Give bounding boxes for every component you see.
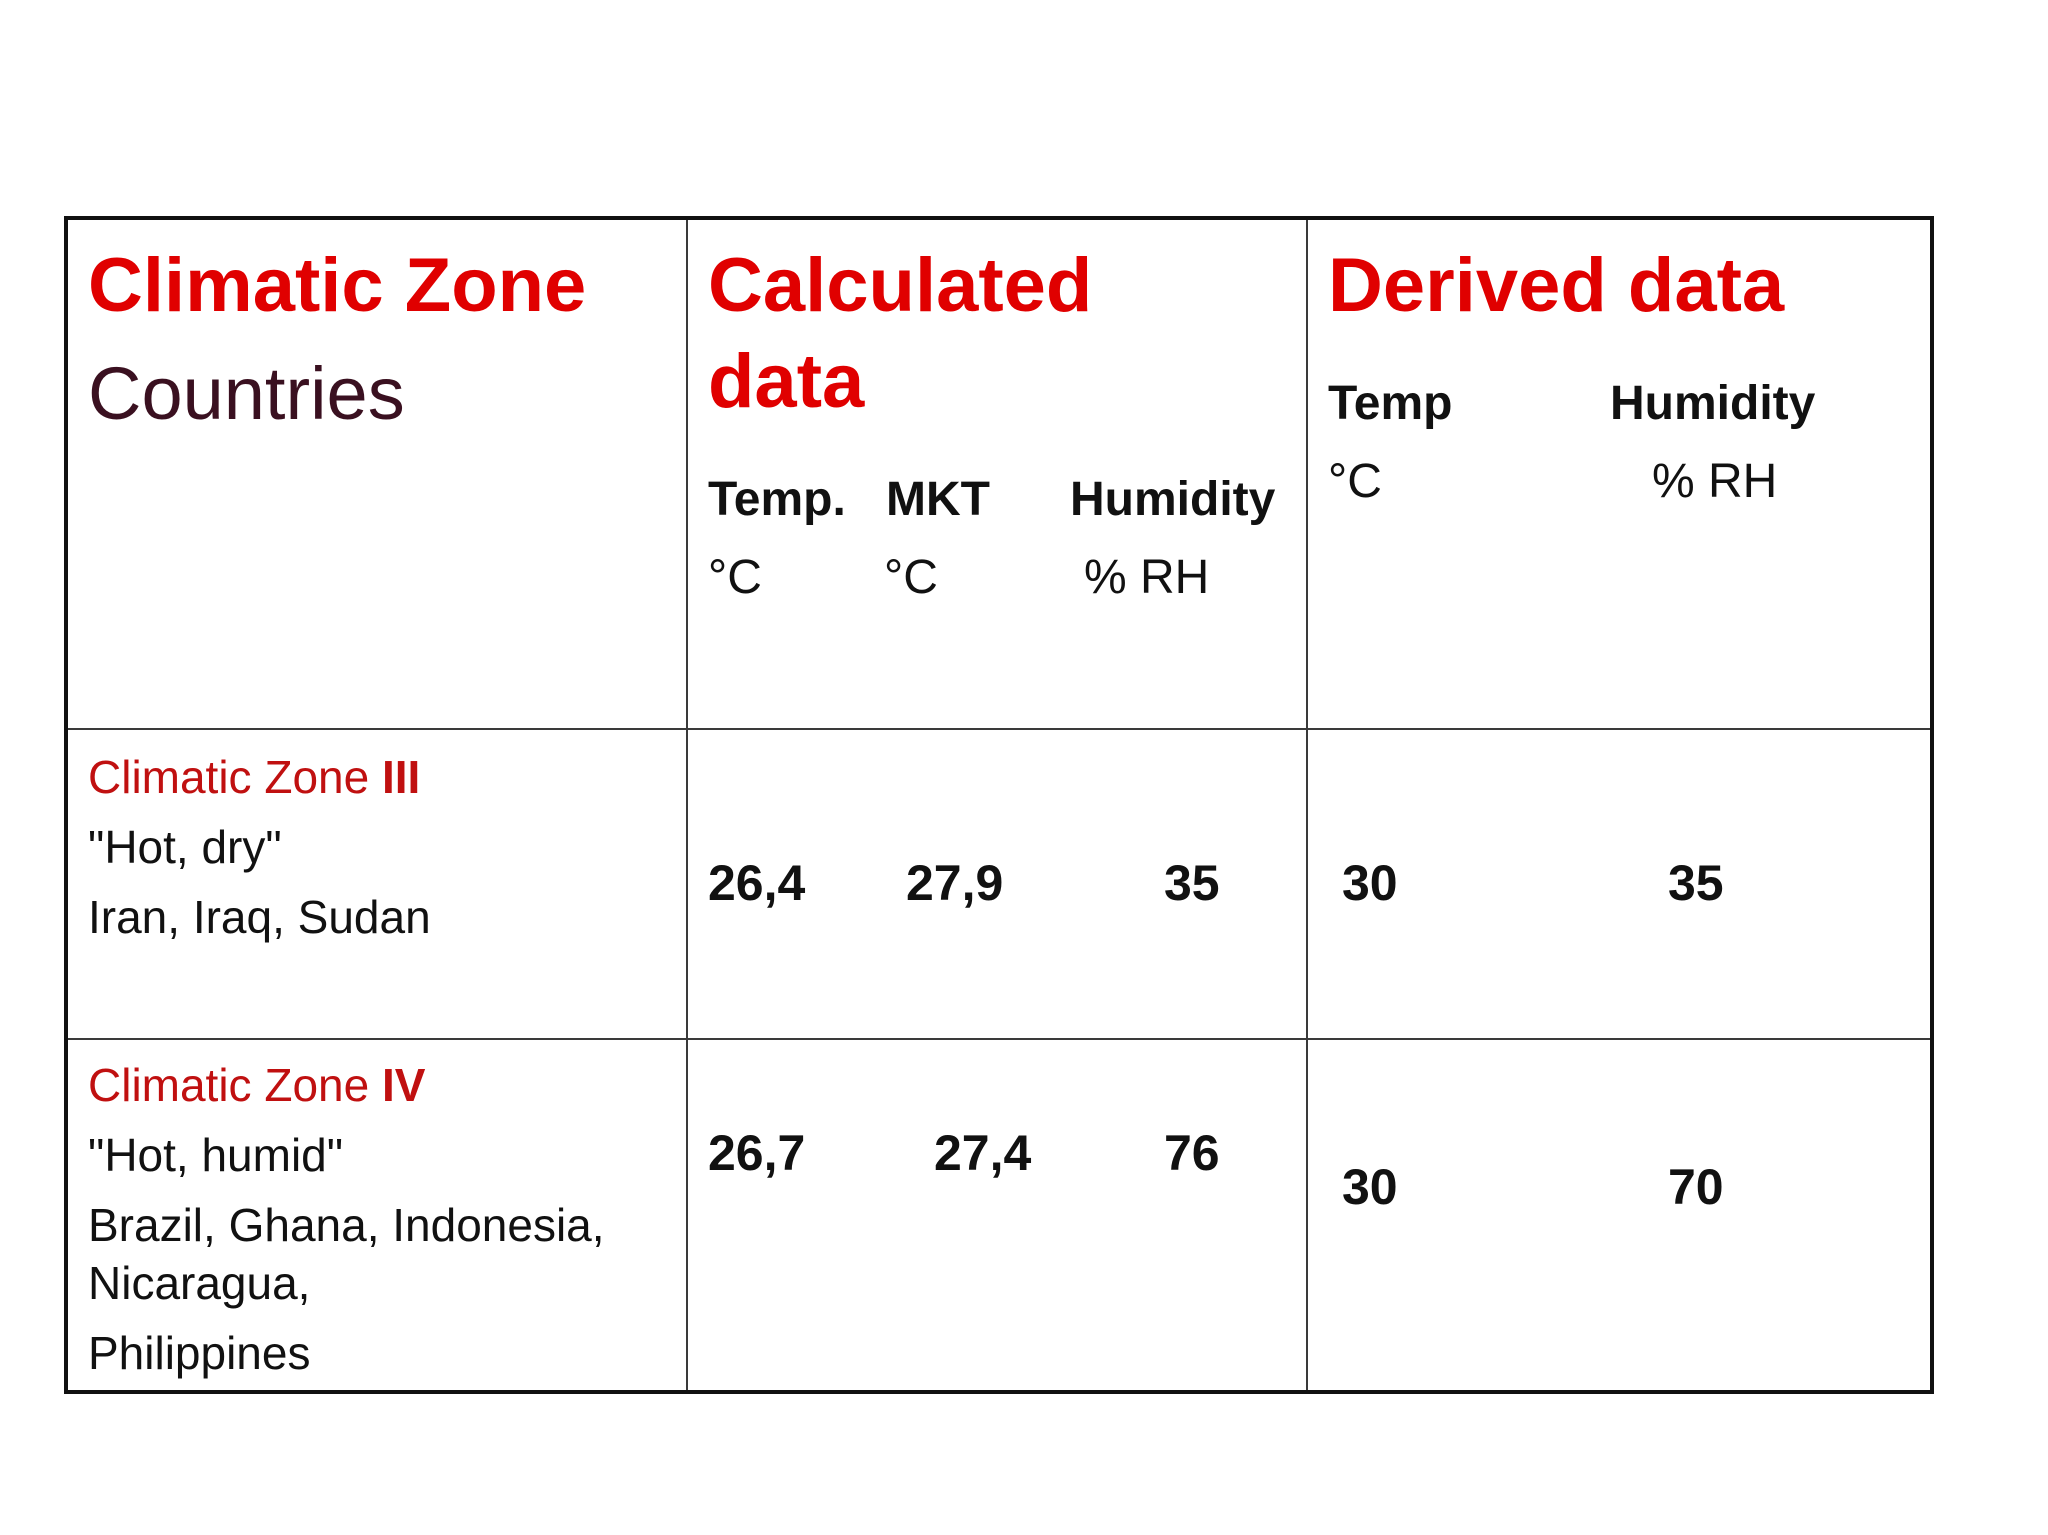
calc-temp-value: 26,7 <box>708 1125 806 1181</box>
calc-col-humidity-label: Humidity <box>1070 473 1276 526</box>
header-calculated-title-line1: Calculated <box>708 243 1093 328</box>
derived-humidity-value: 35 <box>1668 855 1724 911</box>
table-row <box>67 1039 1931 1391</box>
zone-cell <box>67 729 687 1039</box>
zone-cell <box>67 1039 687 1391</box>
derived-values-cell <box>1307 729 1931 1039</box>
zone-label <box>88 1058 425 1112</box>
header-climatic-zone-title: Climatic Zone <box>88 243 587 328</box>
header-calculated-title-line2: data <box>708 339 865 424</box>
zone-countries-line-3: Philippines <box>88 1327 311 1379</box>
zone-countries-line-1: Brazil, Ghana, Indonesia, <box>88 1199 605 1251</box>
calc-col-temp-unit: °C <box>708 551 762 604</box>
derived-col-temp-unit: °C <box>1328 455 1382 508</box>
zone-description: "Hot, dry" <box>88 821 282 873</box>
derived-col-humidity-unit: % RH <box>1652 455 1778 508</box>
derived-col-temp-label: Temp <box>1328 377 1453 430</box>
calc-col-temp-label: Temp. <box>708 473 846 526</box>
zone-numeral: III <box>381 751 421 803</box>
calc-col-humidity-unit: % RH <box>1084 551 1210 604</box>
table-header-row <box>67 219 1931 729</box>
zone-numeral: IV <box>381 1059 426 1111</box>
calc-mkt-value: 27,4 <box>934 1125 1032 1181</box>
zone-countries-line-2: Nicaragua, <box>88 1257 311 1309</box>
header-derived-title: Derived data <box>1328 243 1785 328</box>
derived-temp-value: 30 <box>1342 855 1398 911</box>
calculated-values-cell <box>687 1039 1307 1391</box>
derived-values-cell <box>1307 1039 1931 1391</box>
calc-humidity-value: 35 <box>1164 855 1220 911</box>
zone-label-prefix: Climatic Zone <box>88 1059 382 1111</box>
header-cell-calculated-data <box>687 219 1307 729</box>
table-row <box>67 729 1931 1039</box>
header-cell-derived-data <box>1307 219 1931 729</box>
header-countries-subtitle: Countries <box>88 352 405 435</box>
calc-temp-value: 26,4 <box>708 855 806 911</box>
zone-label-prefix: Climatic Zone <box>88 751 382 803</box>
calc-col-mkt-unit: °C <box>884 551 938 604</box>
calc-mkt-value: 27,9 <box>906 855 1004 911</box>
zone-countries: Iran, Iraq, Sudan <box>88 891 431 943</box>
zone-description: "Hot, humid" <box>88 1129 344 1181</box>
calc-humidity-value: 76 <box>1164 1125 1220 1181</box>
climatic-zone-table <box>66 218 1932 1392</box>
derived-temp-value: 30 <box>1342 1159 1398 1215</box>
calc-col-mkt-label: MKT <box>886 473 990 526</box>
calculated-values-cell <box>687 729 1307 1039</box>
header-cell-climatic-zone <box>67 219 687 729</box>
zone-label <box>88 750 420 804</box>
derived-humidity-value: 70 <box>1668 1159 1724 1215</box>
derived-col-humidity-label: Humidity <box>1610 377 1816 430</box>
